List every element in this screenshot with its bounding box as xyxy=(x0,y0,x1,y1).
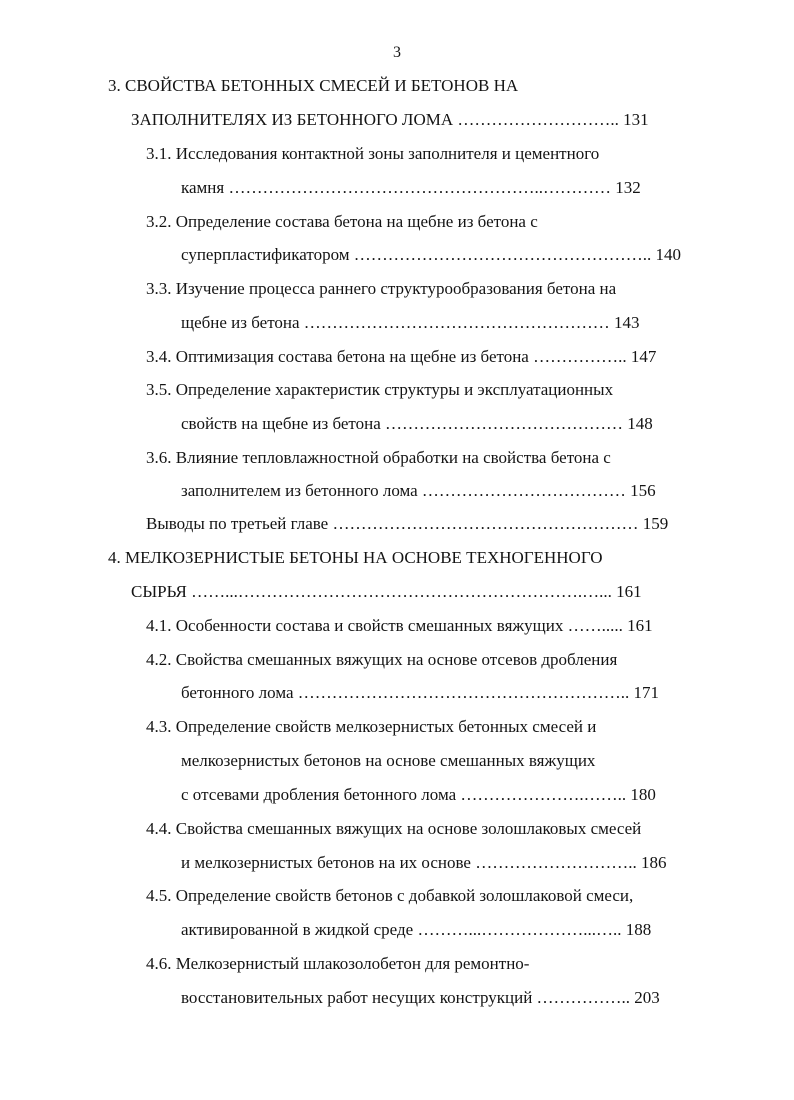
page-number: 3 xyxy=(393,44,401,61)
toc-section-3-4: 3.4. Оптимизация состава бетона на щебне из бетона …………….. 147 xyxy=(146,347,657,366)
toc-section-4-3-line2: мелкозернистых бетонов на основе смешанных вяжущих xyxy=(181,751,596,770)
toc-section-4-2-line2: бетонного лома ………………………………………………….. 171 xyxy=(181,683,660,702)
toc-section-3-5-line1: 3.5. Определение характеристик структуры и эксплуатационных xyxy=(146,380,614,399)
toc-section-4-2-line1: 4.2. Свойства смешанных вяжущих на основе отсевов дробления xyxy=(146,650,618,669)
toc-chapter-4-title-line2: СЫРЬЯ ……...…………………………………………………….…... 161 xyxy=(131,582,642,601)
toc-section-3-6-line1: 3.6. Влияние тепловлажностной обработки на свойства бетона с xyxy=(146,448,611,467)
toc-section-3-2-line1: 3.2. Определение состава бетона на щебне из бетона с xyxy=(146,212,538,231)
toc-section-4-4-line2: и мелкозернистых бетонов на их основе ……………………….. 186 xyxy=(181,853,667,872)
toc-section-4-3-line1: 4.3. Определение свойств мелкозернистых бетонных смесей и xyxy=(146,717,597,736)
toc-section-4-5-line2: активированной в жидкой среде ………...………………...….. 188 xyxy=(181,920,652,939)
toc-section-3-3-line2: щебне из бетона ……………………………………………… 143 xyxy=(181,313,640,332)
toc-section-4-6-line1: 4.6. Мелкозернистый шлакозолобетон для ремонтно- xyxy=(146,954,530,973)
toc-chapter-3-conclusions: Выводы по третьей главе ……………………………………………… 159 xyxy=(146,514,669,533)
toc-section-3-2-line2: суперпластификатором …………………………………………….. 140 xyxy=(181,245,682,264)
toc-section-4-6-line2: восстановительных работ несущих конструкций …………….. 203 xyxy=(181,988,660,1007)
toc-section-4-3-line3: с отсевами дробления бетонного лома ………………….…….. 180 xyxy=(181,785,656,804)
toc-chapter-3-title-line1: 3. СВОЙСТВА БЕТОННЫХ СМЕСЕЙ И БЕТОНОВ НА xyxy=(108,76,519,95)
toc-section-4-1: 4.1. Особенности состава и свойств смешанных вяжущих ……..... 161 xyxy=(146,616,653,635)
toc-chapter-4-title-line1: 4. МЕЛКОЗЕРНИСТЫЕ БЕТОНЫ НА ОСНОВЕ ТЕХНОГЕННОГО xyxy=(108,548,603,567)
toc-section-4-4-line1: 4.4. Свойства смешанных вяжущих на основе золошлаковых смесей xyxy=(146,819,642,838)
toc-section-3-6-line2: заполнителем из бетонного лома ……………………………… 156 xyxy=(181,481,656,500)
toc-section-3-3-line1: 3.3. Изучение процесса раннего структурообразования бетона на xyxy=(146,279,617,298)
toc-section-3-1-line1: 3.1. Исследования контактной зоны заполнителя и цементного xyxy=(146,144,600,163)
toc-section-3-1-line2: камня ………………………………………………..………… 132 xyxy=(181,178,641,197)
toc-section-3-5-line2: свойств на щебне из бетона …………………………………… 148 xyxy=(181,414,653,433)
toc-section-4-5-line1: 4.5. Определение свойств бетонов с добавкой золошлаковой смеси, xyxy=(146,886,634,905)
toc-chapter-3-title-line2: ЗАПОЛНИТЕЛЯХ ИЗ БЕТОННОГО ЛОМА ……………………….. 131 xyxy=(131,110,649,129)
